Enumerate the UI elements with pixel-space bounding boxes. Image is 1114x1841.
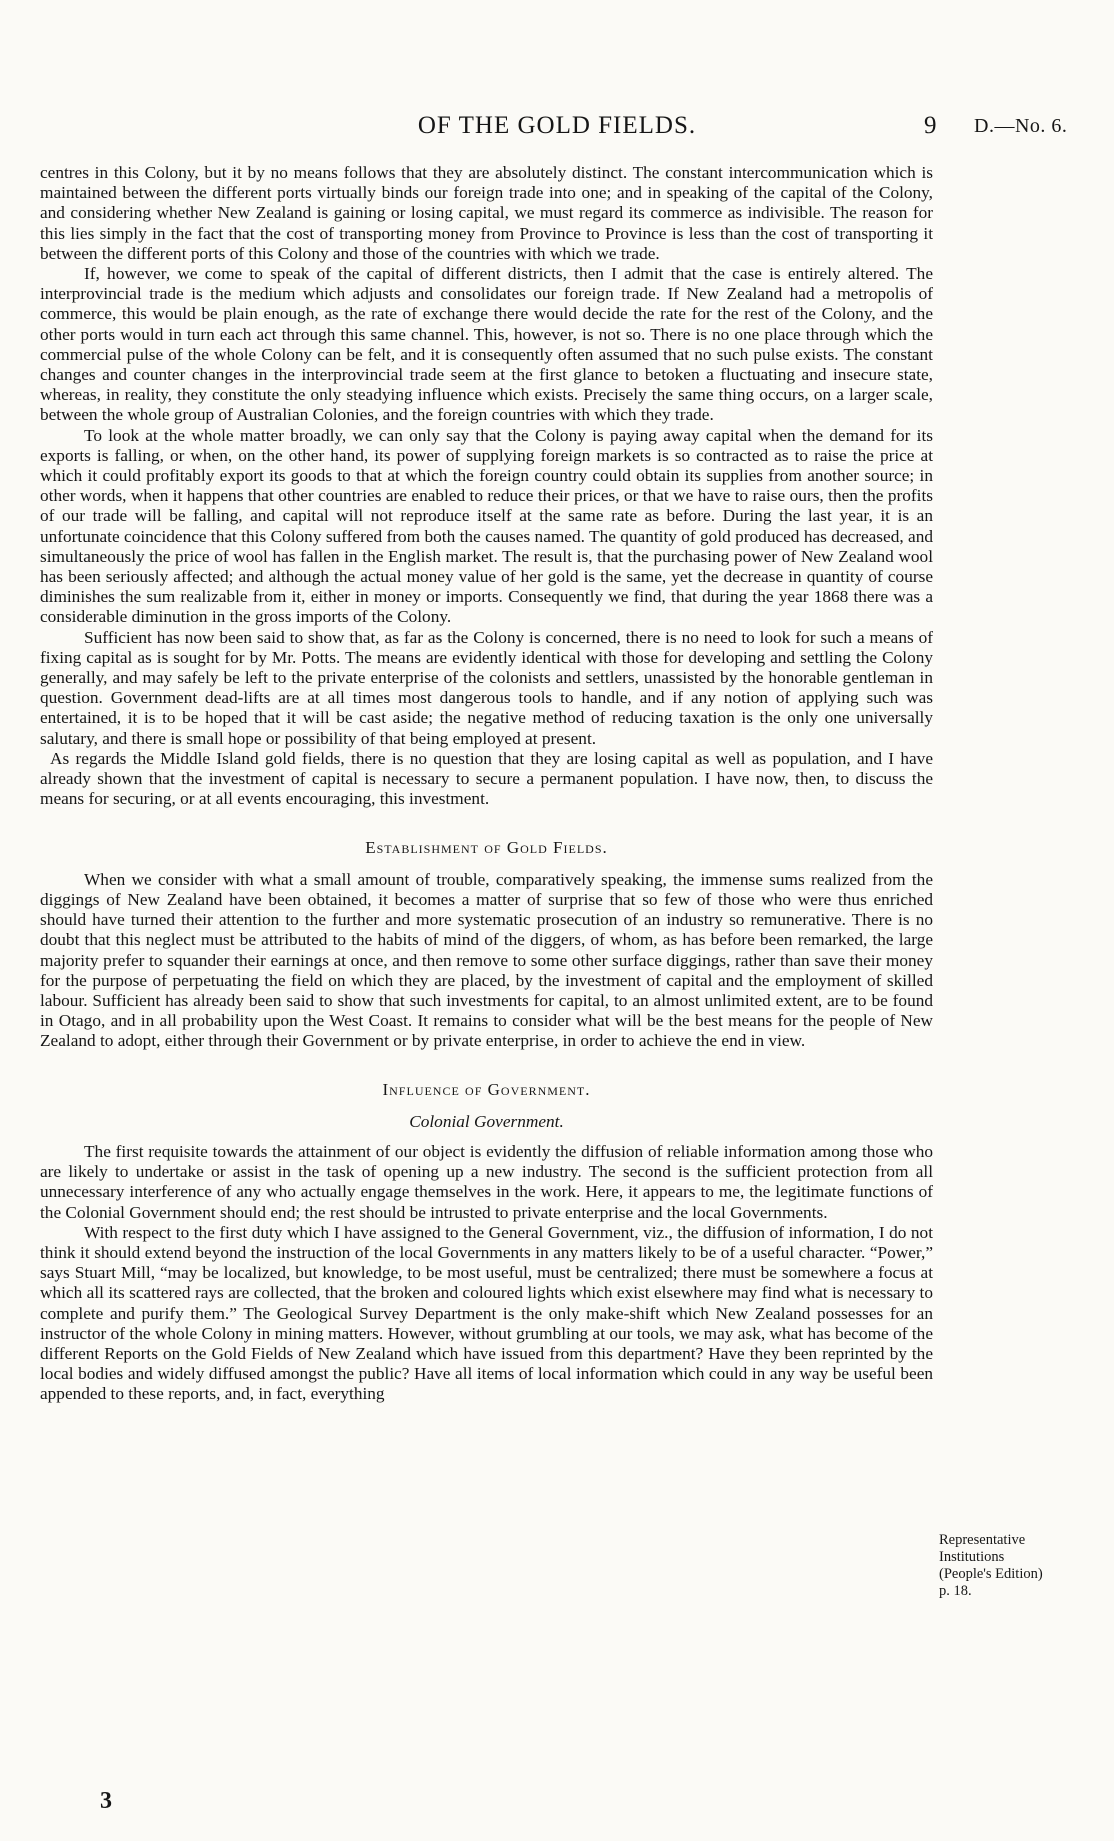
document-number: D.—No. 6. <box>974 115 1068 137</box>
margin-note-line: Representative <box>939 1532 1026 1548</box>
margin-note-line: (People's Edition) <box>939 1566 1043 1582</box>
paragraph-interprovincial-trade: If, however, we come to speak of the capital of different districts, then I admit that the case is entirely altered. The interprovincial trade is the medium which adjusts and consolidates our foreign trade. If New Zealand had a metropolis of commerce, this would be plain enough, as the rate of exchange there would decide the rate for the rest of the Colony, and the other ports would in turn each act through this same channel. This, however, is not so. There is no one place through which the commercial pulse of the whole Colony can be felt, and it is consequently often assumed that no such pulse exists. The constant changes and counter changes in the interprovincial trade seem at the first glance to betoken a fluctuating and insecure state, whereas, in reality, they constitute the only steadying influence which exists. Precisely the same thing occurs, on a larger scale, between the whole group of Australian Colonies, and the foreign countries with which they trade. <box>40 264 933 425</box>
paragraph-first-duty: With respect to the first duty which I have assigned to the General Government, viz., the diffusion of information, I do not think it should extend beyond the instruction of the local Governments in any matters likely to be of a useful character. “Power,” says Stuart Mill, “may be localized, but knowledge, to be most useful, must be centralized; there must be somewhere a focus at which all its scattered rays are collected, that the broken and coloured lights which exist elsewhere may find what is necessary to complete and purify them.” The Geological Survey Department is the only make-shift which New Zealand possesses for an instructor of the whole Colony in mining matters. However, without grumbling at our tools, we may ask, what has become of the different Reports on the Gold Fields of New Zealand which have issued from this department? Have they been reprinted by the local bodies and widely diffused amongst the public? Have all items of local information which could in any way be useful been appended to these reports, and, in fact, everything <box>40 1222 933 1404</box>
paragraph-continuation: centres in this Colony, but it by no means follows that they are absolutely distinct. The constant intercommunication which is maintained between the different ports virtually binds our foreign trade into one; and in speaking of the capital of the Colony, and considering whether New Zealand is gaining or losing capital, we must regard its commerce as indivisible. The reason for this lies simply in the fact that the cost of transporting money from Province to Province is less than the cost of transporting it between the different ports of this Colony and those of the countries with which we trade. <box>40 163 933 263</box>
section-heading-influence: Influence of Government. <box>382 1079 591 1099</box>
section-heading-establishment: Establishment of Gold Fields. <box>365 837 608 857</box>
main-text-column <box>40 163 933 1405</box>
subheading-colonial-government: Colonial Government. <box>409 1111 564 1131</box>
margin-note-citation <box>939 1532 1109 1600</box>
page-running-title: OF THE GOLD FIELDS. <box>417 112 697 139</box>
paragraph-establishment: When we consider with what a small amount of trouble, comparatively speaking, the immense sums realized from the diggings of New Zealand have been obtained, it becomes a matter of surprise that so few of those who were thus enriched should have turned their attention to the further and more systematic prosecution of an industry so remunerative. There is no doubt that this neglect must be attributed to the habits of mind of the diggers, of whom, as has before been remarked, the large majority prefer to squander their earnings at once, and then remove to some other surface diggings, rather than save their money for the purpose of perpetuating the field on which they are placed, by the investment of capital and the employment of skilled labour. Sufficient has already been said to show that such investments for capital, to an almost unlimited extent, are to be found in Otago, and in all probability upon the West Coast. It remains to consider what will be the best means for the people of New Zealand to adopt, either through their Government or by private enterprise, in order to achieve the end in view. <box>40 869 933 1051</box>
page-number: 9 <box>924 112 937 139</box>
paragraph-middle-island: As regards the Middle Island gold fields, there is no question that they are losing capital as well as population, and I have already shown that the investment of capital is necessary to secure a permanent population. I have now, then, to discuss the means for securing, or at all events encouraging, this investment. <box>40 748 933 809</box>
paragraph-first-requisite: The first requisite towards the attainment of our object is evidently the diffusion of reliable information among those who are likely to undertake or assist in the task of opening up a new industry. The second is the sufficient protection from all unnecessary interference of any who actually engage themselves in the work. Here, it appears to me, the legitimate functions of the Colonial Government should end; the rest should be intrusted to private enterprise and the local Governments. <box>40 1141 933 1222</box>
paragraph-broad-view: To look at the whole matter broadly, we can only say that the Colony is paying away capital when the demand for its exports is falling, or when, on the other hand, its power of supplying foreign markets is so contracted as to raise the price at which it could profitably export its goods to that at which the foreign country could obtain its supplies from another source; in other words, when it happens that other countries are enabled to reduce their prices, or that we have to raise ours, then the profits of our trade will be falling, and capital will not reproduce itself at the same rate as before. During the last year, it is an unfortunate coincidence that this Colony suffered from both the causes named. The quantity of gold produced has decreased, and simultaneously the price of wool has fallen in the English market. The result is, that the purchasing power of New Zealand wool has been seriously affected; and although the actual money value of her gold is the same, yet the decrease in quantity of course diminishes the sum realizable from it, either in money or imports. Consequently we find, that during the year 1868 there was a considerable diminution in the gross imports of the Colony. <box>40 425 933 627</box>
margin-note-line: p. 18. <box>939 1583 972 1599</box>
signature-mark: 3 <box>100 1788 112 1814</box>
margin-note-line: Institutions <box>939 1549 1005 1565</box>
paragraph-sufficient: Sufficient has now been said to show that, as far as the Colony is concerned, there is no need to look for such a means of fixing capital as is sought for by Mr. Potts. The means are evidently identical with those for developing and settling the Colony generally, and may safely be left to the private enterprise of the colonists and settlers, unassisted by the honorable gentleman in question. Government dead-lifts are at all times most dangerous tools to handle, and if any notion of applying such was entertained, it is to be hoped that it will be cast aside; the negative method of reducing taxation is the only one universally salutary, and there is small hope or possibility of that being employed at present. <box>40 627 933 748</box>
